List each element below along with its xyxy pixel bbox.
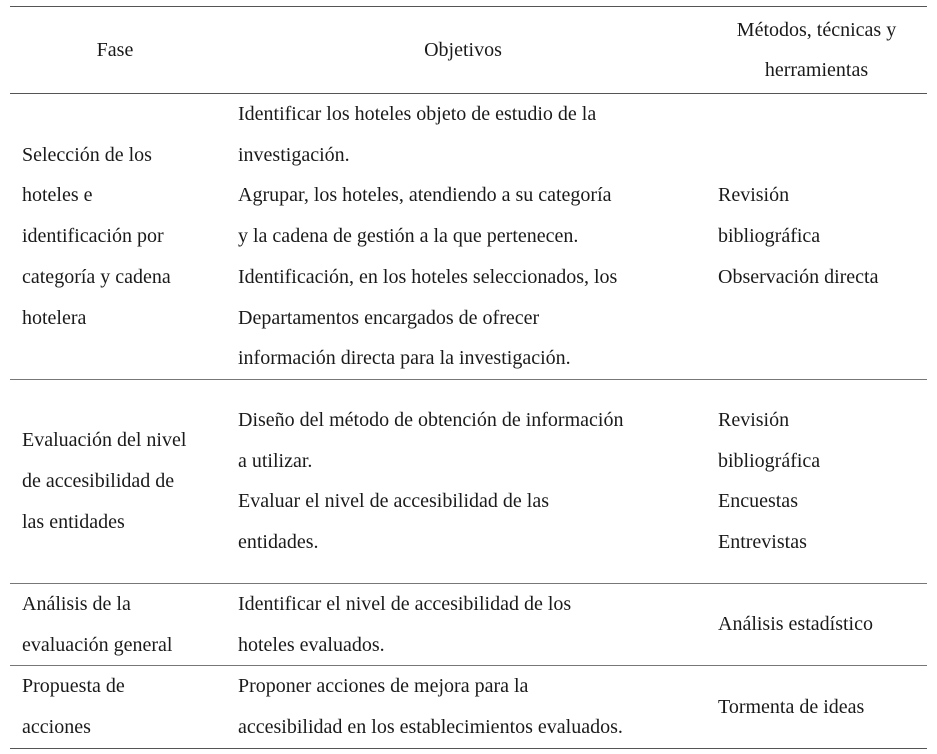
header-metodos	[706, 7, 927, 94]
metodo-line: Encuestas	[718, 490, 798, 513]
table-row	[10, 666, 927, 748]
metodo-line: bibliográfica	[718, 225, 821, 248]
objetivo-line: y la cadena de gestión a la que pertenecen.	[238, 225, 579, 248]
fase-line: Propuesta de	[22, 675, 125, 698]
fase-line: Selección de los	[22, 143, 152, 166]
table-row	[10, 583, 927, 665]
objetivo-line: accesibilidad en los establecimientos evaluados.	[238, 716, 623, 739]
objetivo-line: Identificar el nivel de accesibilidad de los	[238, 592, 572, 615]
table-row	[10, 94, 927, 380]
fase-line: hotelera	[22, 306, 87, 329]
objetivo-line: información directa para la investigación.	[238, 347, 571, 370]
objetivos-cell	[220, 379, 706, 583]
metodo-line: Revisión	[718, 409, 790, 432]
fase-line: categoría y cadena	[22, 265, 171, 288]
fase-cell	[10, 94, 220, 380]
fase-line: acciones	[22, 716, 91, 739]
objetivo-line: Evaluar el nivel de accesibilidad de las	[238, 490, 549, 513]
fase-line: identificación por	[22, 225, 164, 248]
header-objetivos: Objetivos	[220, 7, 706, 94]
table-row	[10, 379, 927, 583]
objetivo-line: Diseño del método de obtención de información	[238, 409, 624, 432]
metodos-cell	[706, 94, 927, 380]
header-metodos-line-2: herramientas	[764, 59, 869, 81]
fase-line: evaluación general	[22, 633, 173, 656]
objetivo-line: Agrupar, los hoteles, atendiendo a su categoría	[238, 184, 612, 207]
objetivo-line: hoteles evaluados.	[238, 633, 385, 656]
objetivo-line: entidades.	[238, 531, 319, 554]
objetivo-line: Departamentos encargados de ofrecer	[238, 306, 540, 329]
header-metodos-line-1: Métodos, técnicas y	[736, 19, 897, 41]
objetivo-line: a utilizar.	[238, 449, 313, 472]
table-header-row	[10, 7, 927, 94]
objetivo-line: Identificar los hoteles objeto de estudio de la	[238, 103, 597, 125]
objetivo-line: Proponer acciones de mejora para la	[238, 675, 529, 698]
metodos-cell	[706, 666, 927, 748]
fase-cell	[10, 379, 220, 583]
fase-line: las entidades	[22, 510, 125, 533]
objetivos-cell	[220, 94, 706, 380]
fase-cell	[10, 666, 220, 748]
metodo-line: Revisión	[718, 184, 790, 207]
metodos-cell	[706, 379, 927, 583]
metodo-line: Observación directa	[718, 265, 879, 288]
fase-line: Evaluación del nivel	[22, 429, 187, 452]
metodos-cell	[706, 583, 927, 665]
fase-cell	[10, 583, 220, 665]
fase-line: Análisis de la	[22, 592, 131, 615]
phases-table	[10, 6, 927, 749]
metodo-line: Tormenta de ideas	[718, 695, 865, 718]
objetivo-line: investigación.	[238, 143, 350, 166]
fase-line: de accesibilidad de	[22, 470, 175, 493]
metodo-line: Entrevistas	[718, 531, 807, 554]
metodo-line: bibliográfica	[718, 449, 821, 472]
fase-line: hoteles e	[22, 184, 93, 207]
objetivos-cell	[220, 583, 706, 665]
objetivos-cell	[220, 666, 706, 748]
metodo-line: Análisis estadístico	[718, 613, 873, 636]
objetivo-line: Identificación, en los hoteles seleccionados, los	[238, 265, 618, 288]
header-fase: Fase	[10, 7, 220, 94]
